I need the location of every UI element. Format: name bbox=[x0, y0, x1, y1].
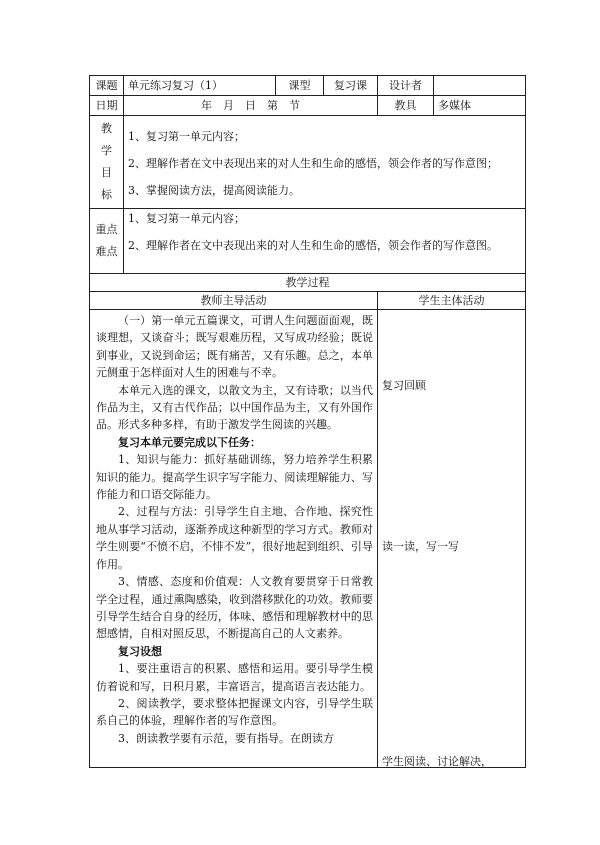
key-point-item: 2、理解作者在文中表现出来的对人生和生命的感悟，领会作者的写作意图。 bbox=[128, 239, 498, 252]
objectives-label-char: 学 bbox=[101, 144, 112, 157]
student-activity: 学生阅读、讨论解决， bbox=[382, 755, 492, 768]
header-row-date bbox=[90, 96, 526, 116]
date-label: 日期 bbox=[90, 96, 124, 116]
objectives-label-char: 教 bbox=[101, 122, 112, 135]
lesson-plan-page bbox=[89, 75, 525, 768]
objectives-content bbox=[124, 116, 526, 209]
student-activity: 复习回顾 bbox=[382, 379, 426, 392]
tools-label: 教具 bbox=[378, 96, 434, 116]
process-title: 教学过程 bbox=[90, 274, 526, 292]
process-header-row bbox=[90, 292, 526, 310]
teacher-paragraph-heading: 复习设想 bbox=[118, 644, 162, 658]
process-content-row bbox=[90, 310, 526, 768]
title-value: 单元练习复习（1） bbox=[124, 76, 276, 96]
designer-label: 设计者 bbox=[378, 76, 434, 96]
teacher-activities bbox=[90, 310, 378, 768]
objectives-label bbox=[90, 116, 124, 209]
teacher-paragraph-heading: 复习本单元要完成以下任务： bbox=[118, 435, 261, 449]
key-point-item: 1、复习第一单元内容； bbox=[128, 212, 245, 225]
student-header: 学生主体活动 bbox=[378, 292, 526, 310]
teacher-header: 教师主导活动 bbox=[90, 292, 378, 310]
teacher-paragraph: 本单元入选的课文，以散文为主，又有诗歌；以当代作品为主，又有古代作品；以中国作品为主，又有外国作品。形式多种多样，有助于激发学生阅读的兴趣。 bbox=[96, 383, 373, 432]
teacher-paragraph: 3、朗读教学要有示范，要有指导。在朗读方 bbox=[118, 731, 334, 745]
tools-value: 多媒体 bbox=[434, 96, 526, 116]
key-points-content bbox=[124, 209, 526, 274]
header-row-title bbox=[90, 76, 526, 96]
teacher-paragraph: 1、知识与能力：抓好基础训练，努力培养学生积累知识的能力。提高学生识字写字能力、阅读理解能力、写作能力和口语交际能力。 bbox=[96, 453, 373, 502]
key-points-row bbox=[90, 209, 526, 274]
title-label: 课题 bbox=[90, 76, 124, 96]
type-label: 课型 bbox=[276, 76, 324, 96]
objective-item: 3、掌握阅读方法，提高阅读能力。 bbox=[128, 183, 300, 197]
student-activity: 读一读，写一写 bbox=[382, 540, 459, 553]
key-points-label-char: 难点 bbox=[95, 245, 118, 258]
objective-item: 2、理解作者在文中表现出来的对人生和生命的感悟，领会作者的写作意图； bbox=[128, 156, 498, 170]
objectives-label-char: 目 bbox=[101, 166, 112, 179]
teacher-paragraph: 1、要注重语言的积累、感悟和运用。要引导学生模仿着说和写，日积月累，丰富语言，提高语言表达能力。 bbox=[96, 662, 373, 693]
objectives-label-char: 标 bbox=[101, 188, 112, 201]
student-activities bbox=[378, 310, 526, 768]
lesson-plan-table bbox=[89, 75, 526, 768]
teacher-paragraph: 2、过程与方法：引导学生自主地、合作地、探究性地从事学习活动，逐渐养成这种新型的学习方式。教师对学生则要“不愤不启，不悱不发”，很好地起到组织、引导作用。 bbox=[96, 505, 373, 571]
teacher-paragraph: （一）第一单元五篇课文，可谓人生问题面面观，既谈理想，又谈奋斗；既写艰难历程，又写成功经验；既说到事业，又说到命运；既有痛苦，又有乐趣。总之，本单元侧重于怎样面对人生的困难与不幸。 bbox=[96, 314, 373, 380]
date-value: 年 月 日 第 节 bbox=[124, 96, 378, 116]
key-points-label bbox=[90, 209, 124, 274]
type-value: 复习课 bbox=[324, 76, 378, 96]
designer-value bbox=[434, 76, 526, 96]
objectives-row bbox=[90, 116, 526, 209]
teacher-paragraph: 3、情感、态度和价值观：人文教育要贯穿于日常教学全过程，通过熏陶感染，收到潜移默化的功效。教师要引导学生结合自身的经历，体味、感悟和理解教材中的思想感情，自相对照反思，不断提高自己的人文素养。 bbox=[96, 575, 373, 641]
process-title-row bbox=[90, 274, 526, 292]
teacher-paragraph: 2、阅读教学，要求整体把握课文内容，引导学生联系自己的体验，理解作者的写作意图。 bbox=[96, 696, 373, 728]
key-points-label-char: 重点 bbox=[95, 223, 118, 236]
objective-item: 1、复习第一单元内容； bbox=[128, 129, 245, 143]
